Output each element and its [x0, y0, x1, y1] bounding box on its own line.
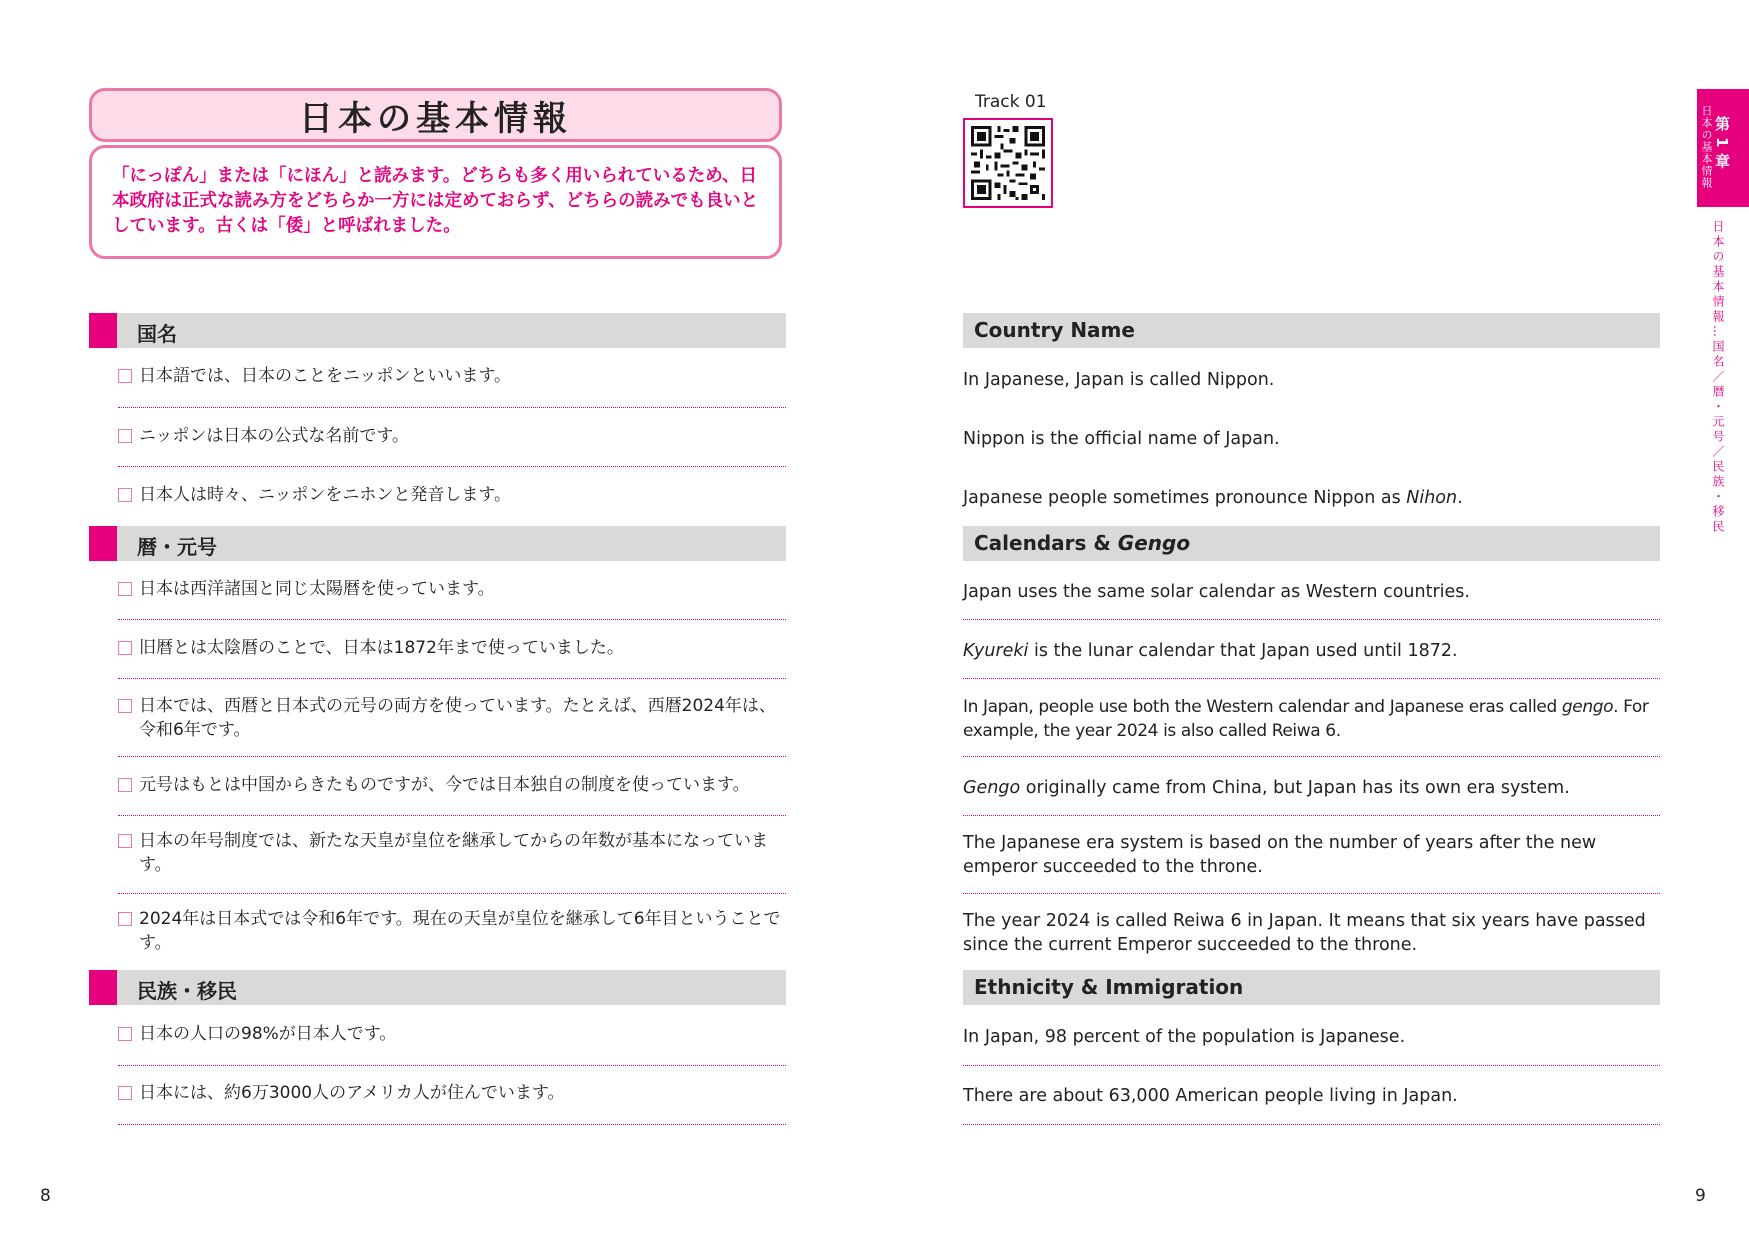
checkbox[interactable]: [118, 834, 132, 848]
item-translation: The Japanese era system is based on the number of years after the new emperor succeeded to the throne.: [963, 833, 1597, 877]
item-text: 日本人は時々、ニッポンをニホンと発音します。: [139, 485, 511, 505]
divider: [963, 893, 1660, 894]
section-header-jp: [89, 313, 786, 348]
divider: [118, 1065, 786, 1066]
section-marker: [89, 970, 117, 1005]
text-segment: Japanese people sometimes pronounce Nippon as: [963, 488, 1407, 508]
section-heading: 民族・移民: [137, 979, 237, 1003]
section-heading: Country Name: [974, 318, 1135, 342]
checkbox[interactable]: [118, 488, 132, 502]
item-translation: Nippon is the official name of Japan.: [963, 429, 1280, 449]
checkbox[interactable]: [118, 699, 132, 713]
checkbox[interactable]: [118, 641, 132, 655]
list-item: [118, 773, 786, 797]
chapter-subtitle: 日本の基本情報…国名／暦・元号／民族・移民: [1711, 220, 1725, 535]
page-number-right: 9: [1695, 1186, 1706, 1206]
divider: [118, 678, 786, 679]
chapter-number: 第1章: [1713, 116, 1731, 175]
text-segment: . For example, the year 2024 is also called Reiwa 6.: [963, 697, 1649, 741]
item-translation: [963, 695, 1660, 743]
divider: [963, 1124, 1660, 1125]
list-item: [118, 364, 786, 388]
list-item: [118, 636, 786, 660]
item-text: 日本には、約6万3000人のアメリカ人が住んでいます。: [139, 1083, 565, 1103]
divider: [963, 815, 1660, 816]
checkbox[interactable]: [118, 912, 132, 926]
section-marker: [89, 313, 117, 348]
item-text: 2024年は日本式では令和6年です。現在の天皇が皇位を継承して6年目ということです。: [139, 909, 781, 953]
section-header-jp: [89, 970, 786, 1005]
checkbox[interactable]: [118, 582, 132, 596]
item-translation: [963, 486, 1660, 510]
divider: [963, 678, 1660, 679]
divider: [118, 893, 786, 894]
section-marker: [89, 526, 117, 561]
item-translation: Japan uses the same solar calendar as Western countries.: [963, 582, 1470, 602]
list-item: [118, 1081, 786, 1105]
section-header-en: [963, 526, 1660, 561]
item-translation: [963, 639, 1660, 663]
checkbox[interactable]: [118, 1086, 132, 1100]
text-segment: Calendars &: [974, 531, 1118, 555]
text-segment: is the lunar calendar that Japan used until 1872.: [1028, 641, 1458, 661]
intro-text: 「にっぽん」または「にほん」と読みます。どちらも多く用いられているため、日本政府は正式な読み方をどちらか一方には定めておらず、どちらの読みでも良いとしています。古くは「倭」と呼ばれました。: [89, 145, 782, 259]
list-item: [118, 577, 786, 601]
text-segment: In Japan, people use both the Western calendar and Japanese eras called: [963, 697, 1562, 717]
divider: [118, 466, 786, 467]
text-emphasis: Gengo: [1117, 531, 1191, 555]
item-text: ニッポンは日本の公式な名前です。: [139, 426, 409, 446]
list-item: [118, 424, 786, 448]
text-emphasis: Gengo: [963, 778, 1021, 798]
section-heading: 国名: [137, 322, 177, 346]
item-text: 日本は西洋諸国と同じ太陽暦を使っています。: [139, 579, 495, 599]
list-item: [118, 907, 786, 955]
item-translation: In Japan, 98 percent of the population is Japanese.: [963, 1027, 1406, 1047]
checkbox[interactable]: [118, 429, 132, 443]
item-translation: The year 2024 is called Reiwa 6 in Japan. It means that six years have passed since the current Emperor succeeded to the throne.: [963, 911, 1646, 955]
page-title: 日本の基本情報: [89, 88, 782, 142]
section-header-en: [963, 313, 1660, 348]
checkbox[interactable]: [118, 369, 132, 383]
item-text: 日本の年号制度では、新たな天皇が皇位を継承してからの年数が基本になっています。: [139, 831, 768, 875]
item-text: 日本では、西暦と日本式の元号の両方を使っています。たとえば、西暦2024年は、令和6年です。: [139, 696, 776, 740]
text-emphasis: gengo: [1561, 697, 1614, 717]
divider: [118, 619, 786, 620]
section-heading: [974, 531, 1190, 555]
page-number-left: 8: [40, 1186, 51, 1206]
divider: [118, 1124, 786, 1125]
item-translation: [963, 776, 1660, 800]
checkbox[interactable]: [118, 778, 132, 792]
divider: [118, 756, 786, 757]
item-translation: In Japanese, Japan is called Nippon.: [963, 370, 1275, 390]
section-header-en: [963, 970, 1660, 1005]
section-heading: 暦・元号: [137, 535, 217, 559]
checkbox[interactable]: [118, 1027, 132, 1041]
divider: [118, 407, 786, 408]
item-text: 日本語では、日本のことをニッポンといいます。: [139, 366, 511, 386]
divider: [963, 756, 1660, 757]
list-item: [118, 694, 786, 742]
item-translation: There are about 63,000 American people living in Japan.: [963, 1086, 1458, 1106]
divider: [963, 1065, 1660, 1066]
text-emphasis: Kyureki: [963, 641, 1029, 661]
qr-code-icon[interactable]: [963, 118, 1053, 208]
divider: [118, 815, 786, 816]
item-text: 元号はもとは中国からきたものですが、今では日本独自の制度を使っています。: [139, 775, 750, 795]
section-heading: Ethnicity & Immigration: [974, 975, 1244, 999]
track-label: Track 01: [975, 92, 1047, 112]
text-segment: .: [1457, 488, 1463, 508]
item-text: 日本の人口の98%が日本人です。: [139, 1024, 397, 1044]
list-item: [118, 483, 786, 507]
list-item: [118, 829, 786, 877]
list-item: [118, 1022, 786, 1046]
divider: [963, 619, 1660, 620]
item-text: 旧暦とは太陰暦のことで、日本は1872年まで使っていました。: [139, 638, 624, 658]
section-header-jp: [89, 526, 786, 561]
text-emphasis: Nihon: [1406, 488, 1458, 508]
text-segment: originally came from China, but Japan has its own era system.: [1020, 778, 1570, 798]
chapter-title: 日本の基本情報: [1700, 105, 1713, 189]
